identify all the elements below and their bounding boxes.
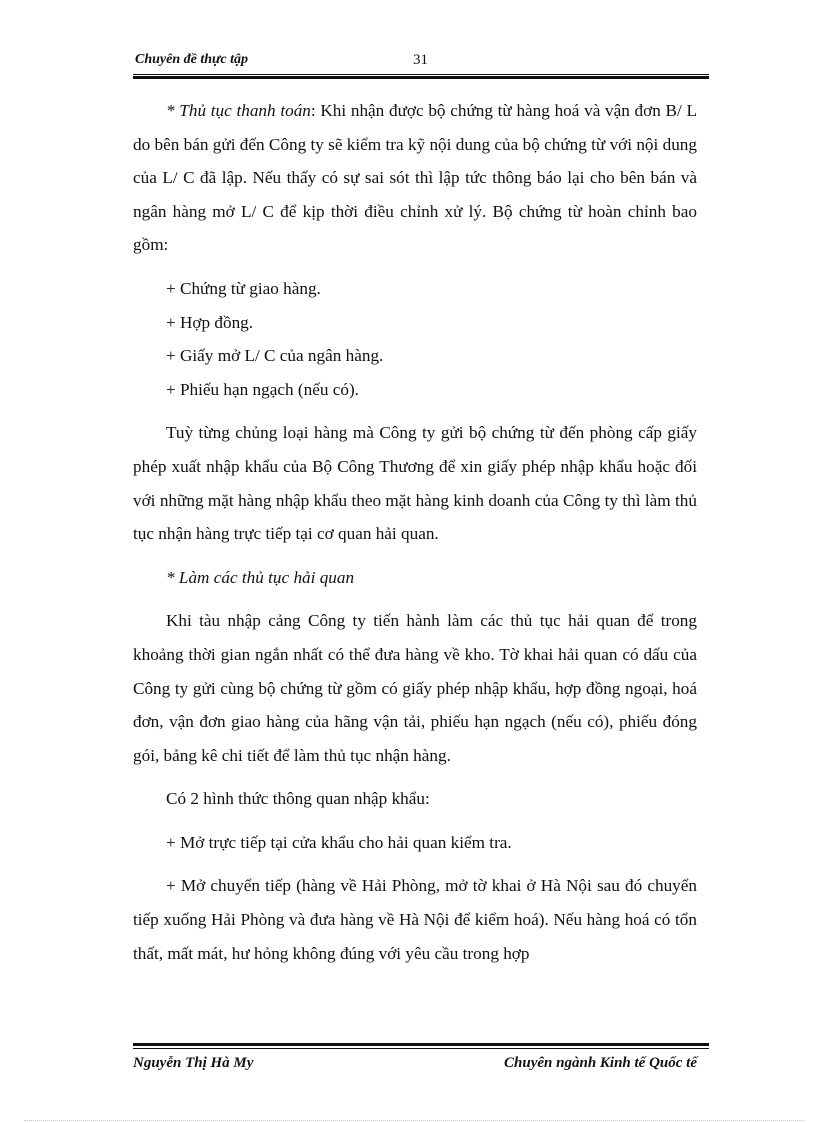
page-footer bbox=[133, 1055, 697, 1077]
paragraph-payment bbox=[133, 94, 697, 262]
list-item: + Chứng từ giao hàng. bbox=[166, 278, 321, 298]
list-item: + Phiếu hạn ngạch (nếu có). bbox=[166, 379, 359, 399]
paragraph-customs: Khi tàu nhập cảng Công ty tiến hành làm các thủ tục hải quan để trong khoảng thời gian ngắn nhất có thể đưa hàng về kho. Tờ khai hải quan có dấu của Công ty gửi cùng bộ chứng từ gồm có giấy phép nhập khẩu, hợp đồng ngoại, hoá đơn, vận đơn giao hàng của hãng vận tải, phiếu hạn ngạch (nếu có), phiếu đóng gói, bảng kê chi tiết để làm thủ tục nhận hàng. bbox=[133, 611, 697, 765]
header-rule-thin bbox=[133, 74, 709, 75]
payment-heading: * Thủ tục thanh toán bbox=[166, 101, 311, 120]
document-body bbox=[133, 94, 697, 970]
page-header bbox=[133, 52, 709, 72]
list-item: + Hợp đồng. bbox=[166, 312, 254, 332]
footer-major: Chuyên ngành Kinh tế Quốc tế bbox=[504, 1055, 697, 1071]
footer-author: Nguyễn Thị Hà My bbox=[133, 1055, 254, 1071]
paragraph-license: Tuỳ từng chủng loại hàng mà Công ty gửi bộ chứng từ đến phòng cấp giấy phép xuất nhập khẩu của Bộ Công Thương để xin giấy phép nhập khẩu hoặc đối với những mặt hàng nhập khẩu theo mặt hàng kinh doanh của Công ty thì làm thủ tục nhận hàng trực tiếp tại cơ quan hải quan. bbox=[133, 423, 697, 544]
payment-text: : Khi nhận được bộ chứng từ hàng hoá và vận đơn B/ L do bên bán gửi đến Công ty sẽ kiểm tra kỹ nội dung của bộ chứng từ với nội dung của L/ C đã lập. Nếu thấy có sự sai sót thì lập tức thông báo lại cho bên bán và ngân hàng mở L/ C để kịp thời điều chỉnh xử lý. Bộ chứng từ hoàn chỉnh bao gồm: bbox=[133, 101, 697, 255]
header-rule-thick bbox=[133, 76, 709, 79]
list-item: + Mở trực tiếp tại cửa khẩu cho hải quan kiểm tra. bbox=[166, 832, 512, 852]
list-item: + Giấy mở L/ C của ngân hàng. bbox=[166, 346, 384, 366]
paragraph-customs-heading bbox=[133, 561, 697, 595]
customs-heading: * Làm các thủ tục hải quan bbox=[166, 567, 355, 587]
page-edge-dots bbox=[24, 1120, 804, 1121]
footer-rule-thick bbox=[133, 1043, 709, 1046]
paragraph-transfer: + Mở chuyển tiếp (hàng về Hải Phòng, mở tờ khai ở Hà Nội sau đó chuyển tiếp xuống Hải Phòng và đưa hàng về Hà Nội để kiểm hoá). Nếu hàng hoá có tổn thất, mất mát, hư hỏng không đúng với yêu cầu trong hợp bbox=[133, 876, 697, 963]
paragraph-clearance-forms: Có 2 hình thức thông quan nhập khẩu: bbox=[166, 789, 430, 809]
footer-rule-thin bbox=[133, 1048, 709, 1049]
header-title: Chuyên đề thực tập bbox=[135, 52, 249, 67]
page-number: 31 bbox=[413, 52, 428, 68]
